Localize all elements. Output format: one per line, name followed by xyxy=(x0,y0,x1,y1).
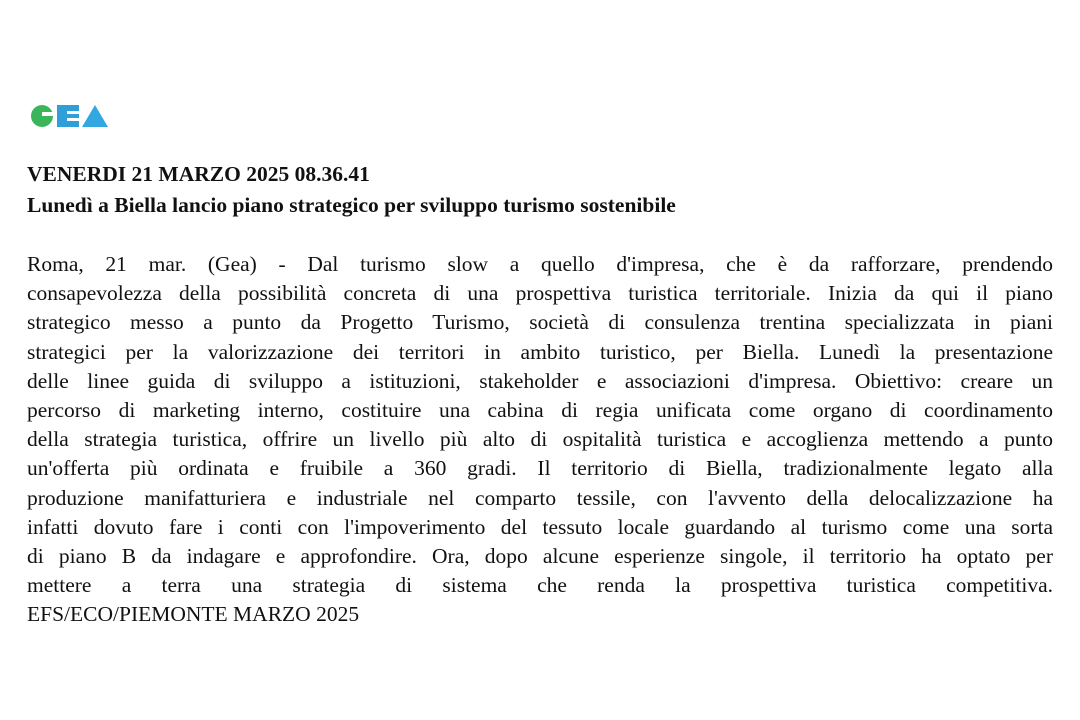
body-line: delle linee guida di sviluppo a istituzioni, stakeholder e associazioni d'impresa. Obiettivo: creare un xyxy=(27,368,1053,393)
body-line: percorso di marketing interno, costituire una cabina di regia unificata come organo di coordinamento xyxy=(27,398,1053,423)
logo-a-shape xyxy=(82,105,108,127)
body-line: consapevolezza della possibilità concreta di una prospettiva turistica territoriale. Inizia da qui il piano xyxy=(27,281,1053,306)
body-line: infatti dovuto fare i conti con l'impoverimento del tessuto locale guardando al turismo come una sorta xyxy=(27,514,1053,539)
gea-logo xyxy=(30,103,110,129)
body-line: mettere a terra una strategia di sistema che renda la prospettiva turistica competitiva. xyxy=(27,573,1053,598)
body-line: strategici per la valorizzazione dei territori in ambito turistico, per Biella. Lunedì la presentazione xyxy=(27,339,1053,364)
article-tag-line: EFS/ECO/PIEMONTE MARZO 2025 xyxy=(27,602,360,627)
body-line: strategico messo a punto da Progetto Turismo, società di consulenza trentina specializzata in piani xyxy=(27,310,1053,335)
article-headline: Lunedì a Biella lancio piano strategico per sviluppo turismo sostenibile xyxy=(27,193,676,217)
body-line: produzione manifatturiera e industriale nel comparto tessile, con l'avvento della delocalizzazione ha xyxy=(27,485,1053,510)
body-line: di piano B da indagare e approfondire. Ora, dopo alcune esperienze singole, il territorio ha optato per xyxy=(27,544,1053,569)
article-dateline: VENERDI 21 MARZO 2025 08.36.41 xyxy=(27,162,370,186)
logo-e-shape xyxy=(57,105,79,127)
body-line: un'offerta più ordinata e fruibile a 360 gradi. Il territorio di Biella, tradizionalmente legato alla xyxy=(27,456,1053,481)
body-line: della strategia turistica, offrire un livello più alto di ospitalità turistica e accoglienza mettendo a punto xyxy=(27,427,1053,452)
article-body xyxy=(27,250,1053,630)
body-line: Roma, 21 mar. (Gea) - Dal turismo slow a quello d'impresa, che è da rafforzare, prendendo xyxy=(27,252,1053,276)
